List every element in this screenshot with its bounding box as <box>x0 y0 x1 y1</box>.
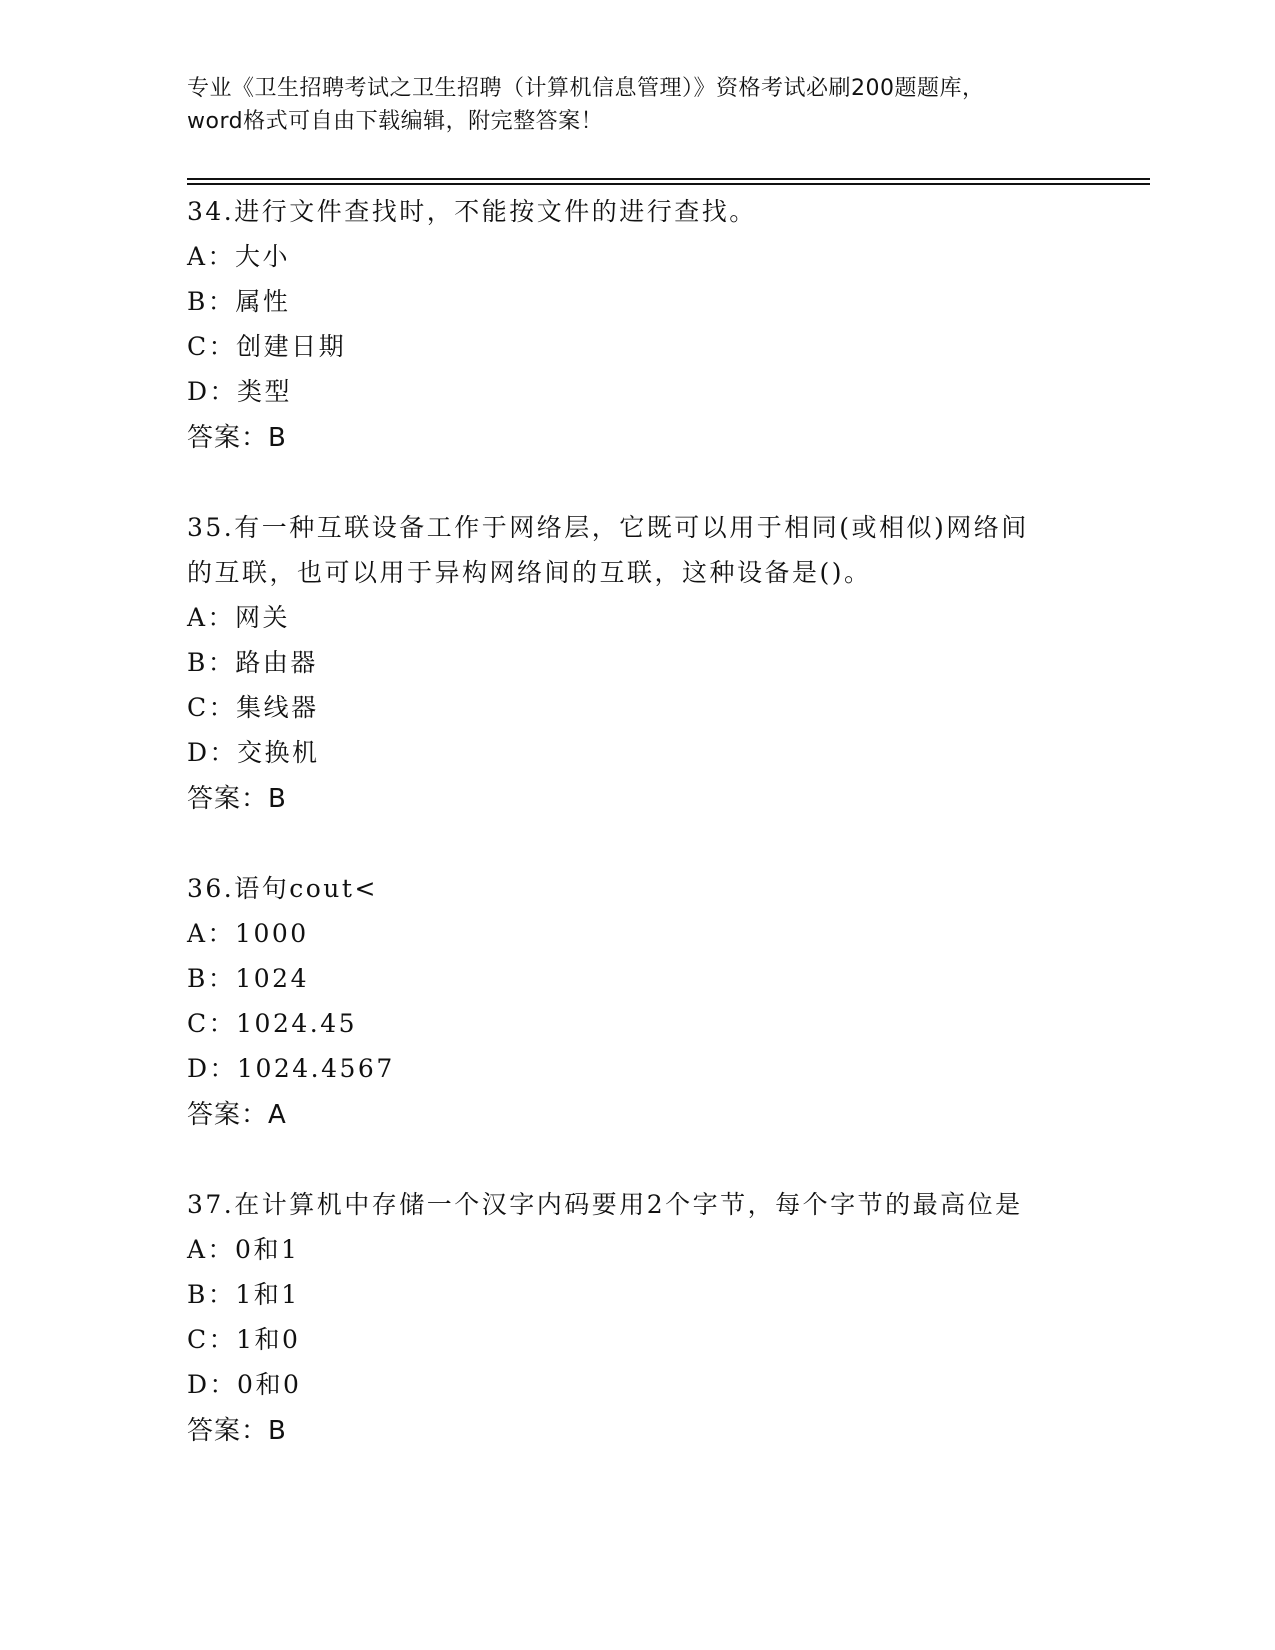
header-rule-top <box>187 178 1150 180</box>
answer-label: 答案：B <box>187 423 287 453</box>
option-d: D：0和0 <box>187 1370 302 1399</box>
option-b: B：1024 <box>187 964 309 993</box>
header-line-2: word格式可自由下载编辑，附完整答案！ <box>187 109 604 134</box>
question-stem-continued: 的互联，也可以用于异构网络间的互联，这种设备是()。 <box>187 558 872 587</box>
option-a: A：网关 <box>187 603 291 632</box>
header-rule-bottom <box>187 183 1150 185</box>
option-a: A：0和1 <box>187 1235 300 1264</box>
option-c: C：1和0 <box>187 1325 301 1354</box>
answer-label: 答案：A <box>187 1100 287 1130</box>
option-c: C：创建日期 <box>187 332 347 361</box>
option-d: D：1024.4567 <box>187 1054 395 1083</box>
option-a: A：1000 <box>187 919 309 948</box>
header-line-1: 专业《卫生招聘考试之卫生招聘（计算机信息管理）》资格考试必刷200题题库， <box>187 76 985 101</box>
option-a: A：大小 <box>187 242 291 271</box>
question-stem: 36.语句cout< <box>187 874 378 903</box>
document-header <box>187 72 1087 138</box>
option-d: D：类型 <box>187 377 293 406</box>
option-b: B：属性 <box>187 287 291 316</box>
question-stem: 37.在计算机中存储一个汉字内码要用2个字节，每个字节的最高位是 <box>187 1190 1023 1219</box>
answer-label: 答案：B <box>187 1416 287 1446</box>
option-d: D：交换机 <box>187 738 320 767</box>
option-c: C：集线器 <box>187 693 319 722</box>
option-b: B：1和1 <box>187 1280 300 1309</box>
option-b: B：路由器 <box>187 648 318 677</box>
option-c: C：1024.45 <box>187 1009 358 1038</box>
question-stem: 35.有一种互联设备工作于网络层，它既可以用于相同(或相似)网络间 <box>187 513 1029 542</box>
question-stem: 34.进行文件查找时，不能按文件的进行查找。 <box>187 197 757 226</box>
answer-label: 答案：B <box>187 784 287 814</box>
